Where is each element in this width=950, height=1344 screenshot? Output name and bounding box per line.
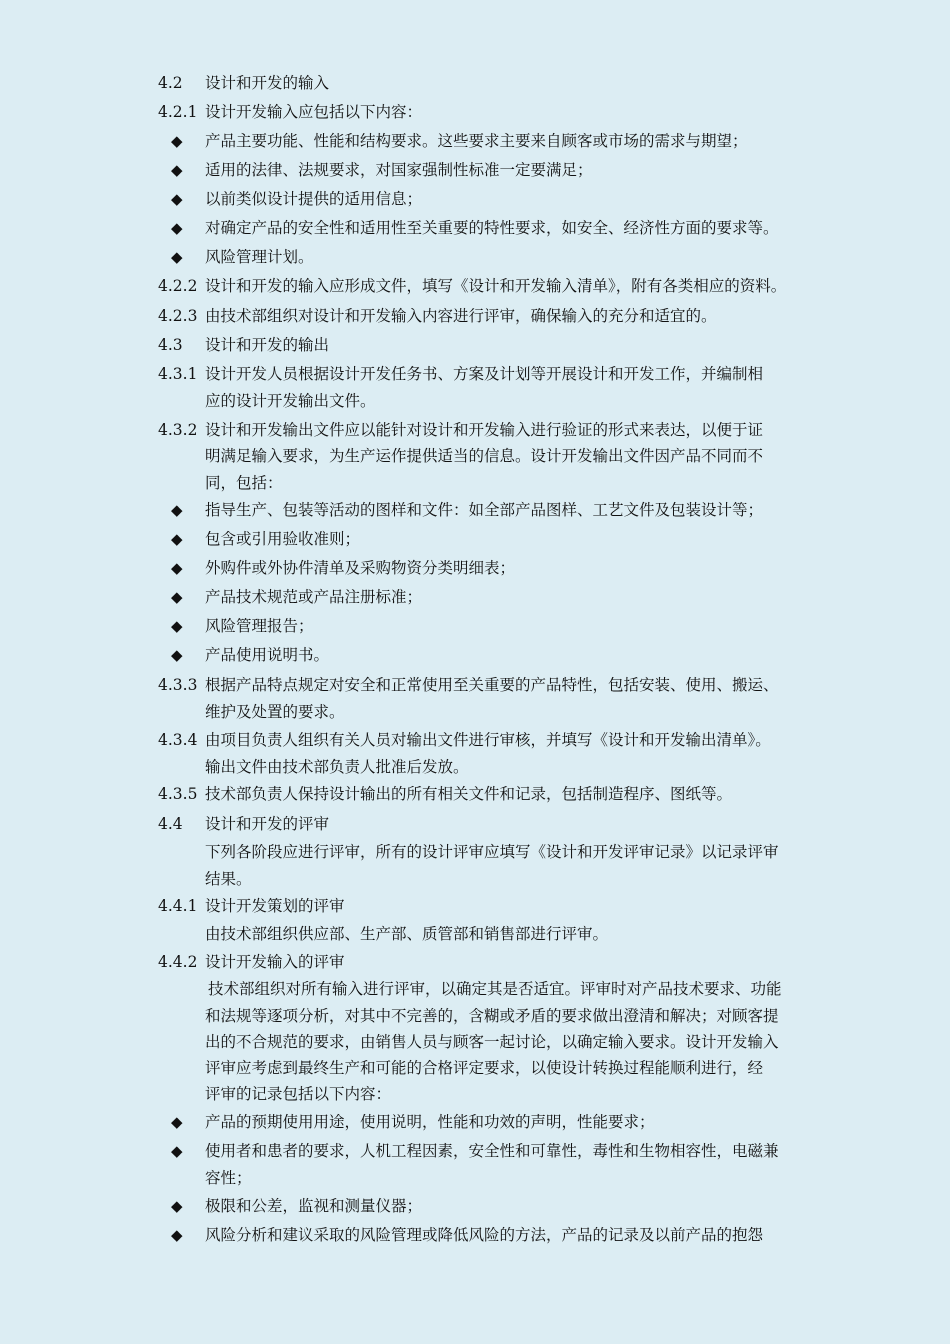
bullet-item xyxy=(0,613,950,640)
section-number: 4.3 xyxy=(158,336,183,354)
line-text: 明满足输入要求，为生产运作提供适当的信息。设计开发输出文件因产品不同而不 xyxy=(205,447,764,465)
diamond-bullet-icon: ◆ xyxy=(171,219,183,237)
line-text: 技术部负责人保持设计输出的所有相关文件和记录，包括制造程序、图纸等。 xyxy=(205,785,733,803)
bullet-item xyxy=(0,244,950,271)
section-line xyxy=(0,893,950,920)
line-text: 评审的记录包括以下内容： xyxy=(205,1085,392,1103)
line-text: 产品技术规范或产品注册标准； xyxy=(205,588,423,606)
section-number: 4.4.2 xyxy=(158,953,198,971)
section-line xyxy=(0,727,950,754)
line-text: 对确定产品的安全性和适用性至关重要的特性要求，如安全、经济性方面的要求等。 xyxy=(205,219,779,237)
bullet-item xyxy=(0,215,950,242)
line-text: 产品使用说明书。 xyxy=(205,646,330,664)
bullet-item xyxy=(0,555,950,582)
line-text: 和法规等逐项分析，对其中不完善的，含糊或矛盾的要求做出澄清和解决；对顾客提 xyxy=(205,1007,779,1025)
line-text: 风险管理计划。 xyxy=(205,248,314,266)
section-line xyxy=(0,273,950,300)
line-text: 设计和开发的输入应形成文件，填写《设计和开发输入清单》，附有各类相应的资料。 xyxy=(205,277,787,295)
line-text: 设计和开发的评审 xyxy=(205,815,330,833)
section-line xyxy=(0,303,950,330)
line-text: 设计和开发的输出 xyxy=(205,336,330,354)
section-number: 4.3.1 xyxy=(158,365,198,383)
diamond-bullet-icon: ◆ xyxy=(171,1226,183,1244)
line-text: 设计和开发的输入 xyxy=(205,74,330,92)
line-text: 产品的预期使用用途，使用说明，性能和功效的声明，性能要求； xyxy=(205,1113,655,1131)
diamond-bullet-icon: ◆ xyxy=(171,248,183,266)
paragraph-line xyxy=(0,921,950,948)
line-text: 应的设计开发输出文件。 xyxy=(205,392,376,410)
diamond-bullet-icon: ◆ xyxy=(171,559,183,577)
paragraph-line xyxy=(0,443,950,470)
paragraph-line xyxy=(0,1055,950,1082)
section-number: 4.4 xyxy=(158,815,183,833)
bullet-item xyxy=(0,497,950,524)
diamond-bullet-icon: ◆ xyxy=(171,1113,183,1131)
bullet-item xyxy=(0,1193,950,1220)
line-text: 输出文件由技术部负责人批准后发放。 xyxy=(205,758,469,776)
diamond-bullet-icon: ◆ xyxy=(171,530,183,548)
line-text: 极限和公差，监视和测量仪器； xyxy=(205,1197,423,1215)
line-text: 产品主要功能、性能和结构要求。这些要求主要来自顾客或市场的需求与期望； xyxy=(205,132,748,150)
section-line xyxy=(0,332,950,359)
section-number: 4.3.5 xyxy=(158,785,198,803)
section-number: 4.2.1 xyxy=(158,103,198,121)
line-text: 容性； xyxy=(205,1169,252,1187)
paragraph-line xyxy=(0,839,950,866)
line-text: 维护及处置的要求。 xyxy=(205,703,345,721)
section-number: 4.2.3 xyxy=(158,307,198,325)
paragraph-line xyxy=(0,1003,950,1030)
section-number: 4.2.2 xyxy=(158,277,198,295)
section-number: 4.4.1 xyxy=(158,897,198,915)
diamond-bullet-icon: ◆ xyxy=(171,161,183,179)
line-text: 设计和开发输出文件应以能针对设计和开发输入进行验证的形式来表达，以便于证 xyxy=(205,421,764,439)
paragraph-line xyxy=(0,699,950,726)
section-line xyxy=(0,417,950,444)
line-text: 风险管理报告； xyxy=(205,617,314,635)
line-text: 设计开发输入应包括以下内容： xyxy=(205,103,423,121)
line-text: 外购件或外协件清单及采购物资分类明细表； xyxy=(205,559,516,577)
section-line xyxy=(0,672,950,699)
line-text: 使用者和患者的要求，人机工程因素，安全性和可靠性，毒性和生物相容性，电磁兼 xyxy=(205,1142,779,1160)
bullet-item xyxy=(0,128,950,155)
paragraph-line xyxy=(0,754,950,781)
bullet-item xyxy=(0,186,950,213)
line-text: 结果。 xyxy=(205,870,252,888)
section-line xyxy=(0,949,950,976)
bullet-item xyxy=(0,584,950,611)
section-line xyxy=(0,99,950,126)
line-text: 由技术部组织供应部、生产部、质管部和销售部进行评审。 xyxy=(205,925,609,943)
line-text: 由项目负责人组织有关人员对输出文件进行审核，并填写《设计和开发输出清单》。 xyxy=(205,731,771,749)
paragraph-line xyxy=(0,1081,950,1108)
section-number: 4.2 xyxy=(158,74,183,92)
paragraph-line xyxy=(0,470,950,497)
line-text: 包含或引用验收准则； xyxy=(205,530,361,548)
line-text: 根据产品特点规定对安全和正常使用至关重要的产品特性，包括安装、使用、搬运、 xyxy=(205,676,779,694)
line-text: 以前类似设计提供的适用信息； xyxy=(205,190,423,208)
paragraph-line xyxy=(0,1029,950,1056)
diamond-bullet-icon: ◆ xyxy=(171,501,183,519)
diamond-bullet-icon: ◆ xyxy=(171,1142,183,1160)
section-number: 4.3.2 xyxy=(158,421,198,439)
line-text: 设计开发策划的评审 xyxy=(205,897,345,915)
diamond-bullet-icon: ◆ xyxy=(171,646,183,664)
line-text: 指导生产、包装等活动的图样和文件：如全部产品图样、工艺文件及包装设计等； xyxy=(205,501,764,519)
section-line xyxy=(0,361,950,388)
line-text: 适用的法律、法规要求，对国家强制性标准一定要满足； xyxy=(205,161,593,179)
bullet-item xyxy=(0,1222,950,1249)
section-line xyxy=(0,70,950,97)
bullet-item xyxy=(0,1109,950,1136)
section-number: 4.3.3 xyxy=(158,676,198,694)
section-number: 4.3.4 xyxy=(158,731,198,749)
section-line xyxy=(0,781,950,808)
line-text: 同，包括： xyxy=(205,474,283,492)
diamond-bullet-icon: ◆ xyxy=(171,617,183,635)
line-text: 技术部组织对所有输入进行评审，以确定其是否适宜。评审时对产品技术要求、功能 xyxy=(208,980,782,998)
bullet-item xyxy=(0,157,950,184)
bullet-item xyxy=(0,642,950,669)
diamond-bullet-icon: ◆ xyxy=(171,132,183,150)
line-text: 设计开发人员根据设计开发任务书、方案及计划等开展设计和开发工作，并编制相 xyxy=(205,365,764,383)
paragraph-line xyxy=(0,1165,950,1192)
paragraph-line xyxy=(0,388,950,415)
section-line xyxy=(0,811,950,838)
line-text: 由技术部组织对设计和开发输入内容进行评审，确保输入的充分和适宜的。 xyxy=(205,307,717,325)
bullet-item xyxy=(0,526,950,553)
diamond-bullet-icon: ◆ xyxy=(171,1197,183,1215)
line-text: 评审应考虑到最终生产和可能的合格评定要求，以使设计转换过程能顺利进行，经 xyxy=(205,1059,764,1077)
paragraph-line xyxy=(0,976,950,1003)
bullet-item xyxy=(0,1138,950,1165)
line-text: 出的不合规范的要求，由销售人员与顾客一起讨论，以确定输入要求。设计开发输入 xyxy=(205,1033,779,1051)
line-text: 下列各阶段应进行评审，所有的设计评审应填写《设计和开发评审记录》以记录评审 xyxy=(205,843,779,861)
diamond-bullet-icon: ◆ xyxy=(171,190,183,208)
line-text: 设计开发输入的评审 xyxy=(205,953,345,971)
diamond-bullet-icon: ◆ xyxy=(171,588,183,606)
line-text: 风险分析和建议采取的风险管理或降低风险的方法，产品的记录及以前产品的抱怨 xyxy=(205,1226,764,1244)
paragraph-line xyxy=(0,866,950,893)
